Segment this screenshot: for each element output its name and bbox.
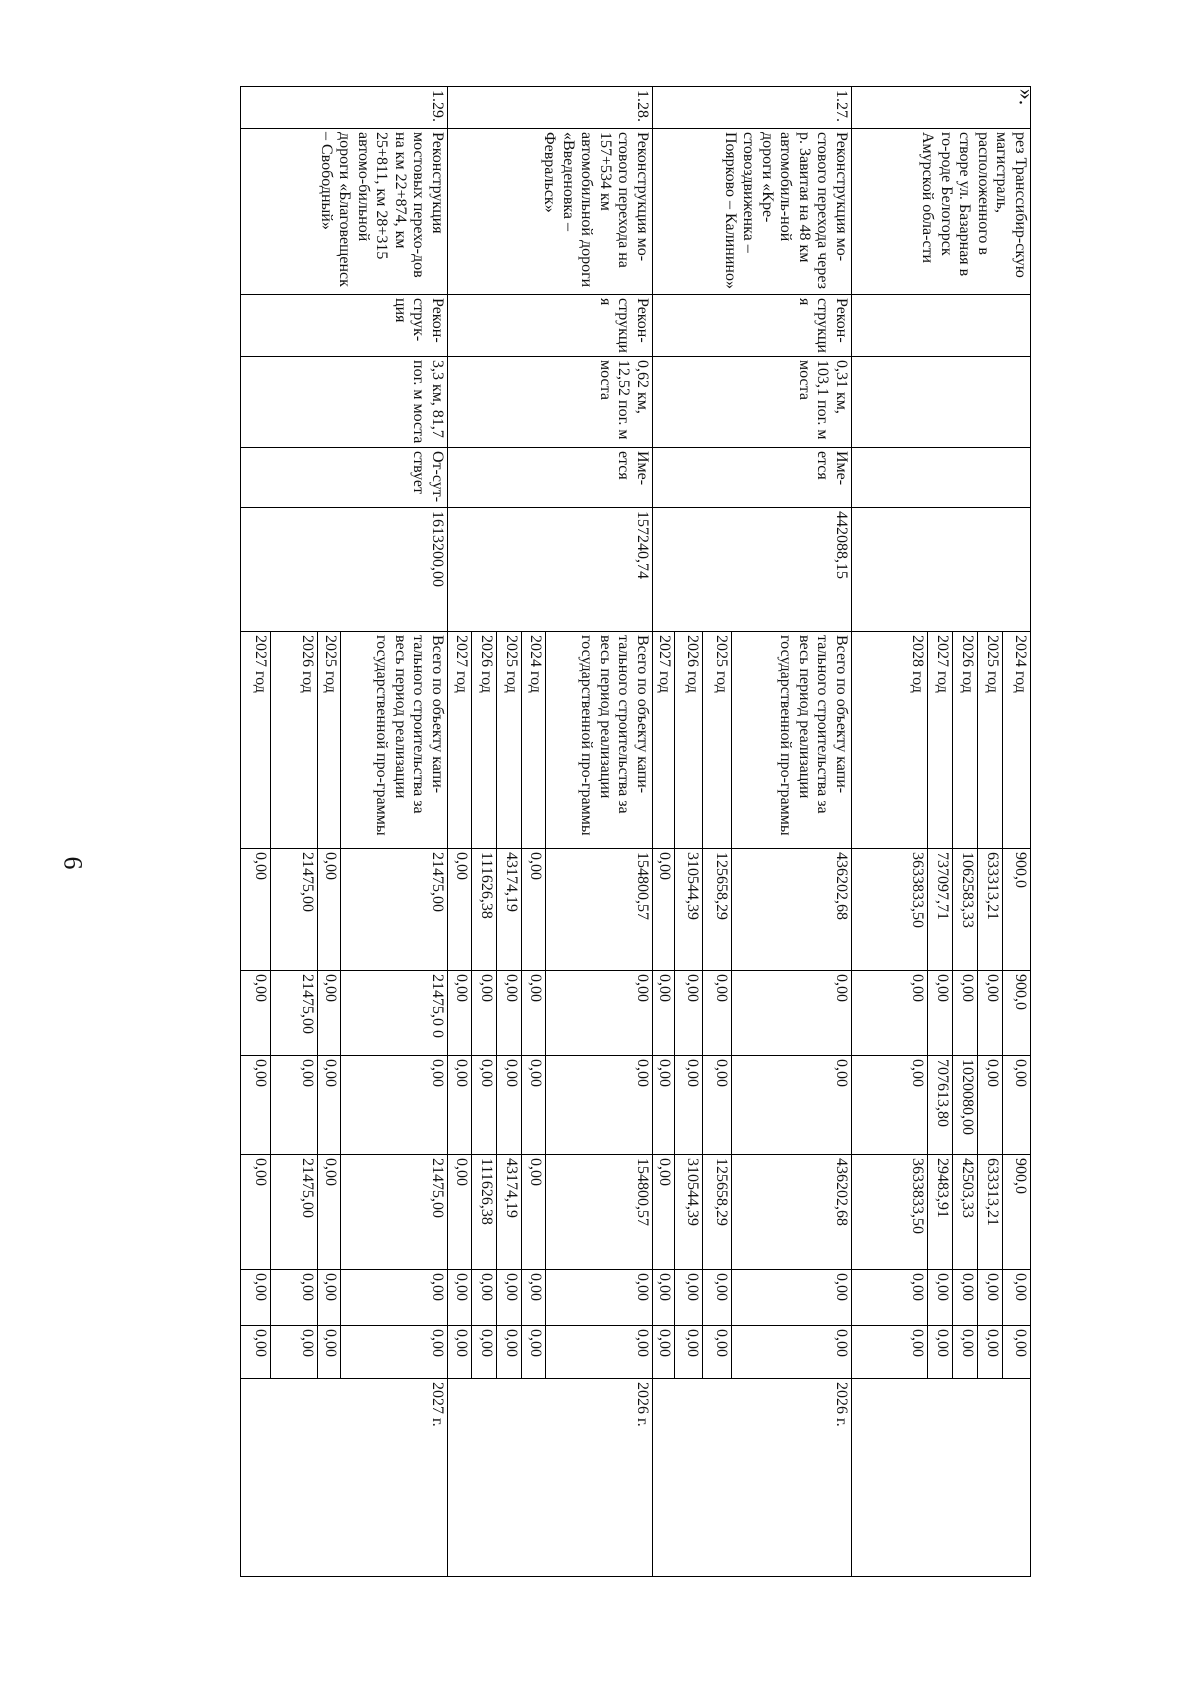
period: Всего по объекту капи-тального строительства за весь период реализации государственной про-граммы xyxy=(546,632,653,849)
federal: 0,00 xyxy=(703,971,732,1056)
completion-year: 2026 г. xyxy=(653,1379,852,1577)
federal-2: 0,00 xyxy=(522,1056,546,1155)
total: 0,00 xyxy=(448,849,472,971)
project-docs: От-сут-ствует xyxy=(241,448,448,508)
regional: 21475,00 xyxy=(341,1155,448,1270)
period: 2025 год xyxy=(497,632,522,849)
object-name: Реконструкция мостовых перехо-дов на км 22+874, км 25+811, км 28+315 автомо-бильной дороги «Благовещенск – Свободный» xyxy=(241,129,448,295)
period: Всего по объекту капи-тального строительства за весь период реализации государственной про-граммы xyxy=(732,632,852,849)
other: 0,00 xyxy=(978,1326,1003,1379)
other: 0,00 xyxy=(1003,1326,1031,1379)
local: 0,00 xyxy=(675,1270,703,1326)
local: 0,00 xyxy=(852,1270,928,1326)
federal-2: 0,00 xyxy=(978,1056,1003,1155)
capacity: 0,31 км, 103,1 пог. м моста xyxy=(653,357,852,448)
work-type: Рекон-струкция xyxy=(448,295,653,357)
total: 125658,29 xyxy=(703,849,732,971)
period: 2025 год xyxy=(703,632,732,849)
object-name: рез Транссибир-скую магистраль, расположенного в створе ул. Базарная в го-роде Белогорск Амурской обла-сти xyxy=(852,129,1031,295)
local: 0,00 xyxy=(928,1270,953,1326)
estimated-cost: 157240,74 xyxy=(448,508,653,632)
other: 0,00 xyxy=(653,1326,675,1379)
regional: 0,00 xyxy=(653,1155,675,1270)
work-type: Рекон-струк-ция xyxy=(241,295,448,357)
table-row xyxy=(341,87,448,1577)
federal-2: 0,00 xyxy=(732,1056,852,1155)
federal-2: 0,00 xyxy=(448,1056,472,1155)
period: 2027 год xyxy=(448,632,472,849)
other: 0,00 xyxy=(241,1326,271,1379)
regional: 633313,21 xyxy=(978,1155,1003,1270)
federal: 0,00 xyxy=(928,971,953,1056)
other: 0,00 xyxy=(703,1326,732,1379)
federal: 0,00 xyxy=(448,971,472,1056)
total: 900,0 xyxy=(1003,849,1031,971)
object-name: Реконструкция мо-стового перехода на 157+534 км автомобильной дороги «Введеновка – Февральск» xyxy=(448,129,653,295)
total: 21475,00 xyxy=(341,849,448,971)
regional: 436202,68 xyxy=(732,1155,852,1270)
other: 0,00 xyxy=(732,1326,852,1379)
capacity: 3,3 км, 81,7 пог. м моста xyxy=(241,357,448,448)
capacity: 0,62 км, 12,52 пог. м моста xyxy=(448,357,653,448)
period: 2025 год xyxy=(318,632,341,849)
work-type: Рекон-струкция xyxy=(653,295,852,357)
total: 0,00 xyxy=(241,849,271,971)
period: 2026 год xyxy=(675,632,703,849)
closing-mark: ». xyxy=(1014,88,1040,106)
project-docs: Име-ется xyxy=(653,448,852,508)
row-number: 1.29. xyxy=(241,87,448,129)
other: 0,00 xyxy=(448,1326,472,1379)
row-number: 1.27. xyxy=(653,87,852,129)
completion-year: 2026 г. xyxy=(448,1379,653,1577)
project-docs: Име-ется xyxy=(448,448,653,508)
local: 0,00 xyxy=(271,1270,318,1326)
federal: 0,00 xyxy=(241,971,271,1056)
local: 0,00 xyxy=(546,1270,653,1326)
total: 310544,39 xyxy=(675,849,703,971)
period: 2024 год xyxy=(522,632,546,849)
federal-2: 0,00 xyxy=(703,1056,732,1155)
local: 0,00 xyxy=(472,1270,497,1326)
total: 1062583,33 xyxy=(953,849,978,971)
federal-2: 0,00 xyxy=(271,1056,318,1155)
other: 0,00 xyxy=(953,1326,978,1379)
other: 0,00 xyxy=(546,1326,653,1379)
row-number: 1.28. xyxy=(448,87,653,129)
page-number: 6 xyxy=(58,856,88,870)
regional: 125658,29 xyxy=(703,1155,732,1270)
regional: 0,00 xyxy=(522,1155,546,1270)
completion-year xyxy=(852,1379,1031,1577)
federal: 0,00 xyxy=(497,971,522,1056)
federal: 0,00 xyxy=(978,971,1003,1056)
project-docs xyxy=(852,448,1031,508)
regional: 3633833,50 xyxy=(852,1155,928,1270)
federal-2: 0,00 xyxy=(653,1056,675,1155)
local: 0,00 xyxy=(703,1270,732,1326)
local: 0,00 xyxy=(241,1270,271,1326)
regional: 0,00 xyxy=(241,1155,271,1270)
local: 0,00 xyxy=(497,1270,522,1326)
regional: 21475,00 xyxy=(271,1155,318,1270)
federal-2: 0,00 xyxy=(1003,1056,1031,1155)
table-row xyxy=(732,87,852,1577)
regional: 42503,33 xyxy=(953,1155,978,1270)
total: 436202,68 xyxy=(732,849,852,971)
rotated-table-container xyxy=(162,86,1031,1576)
federal: 0,00 xyxy=(732,971,852,1056)
other: 0,00 xyxy=(852,1326,928,1379)
local: 0,00 xyxy=(522,1270,546,1326)
federal: 0,00 xyxy=(546,971,653,1056)
federal-2: 0,00 xyxy=(472,1056,497,1155)
local: 0,00 xyxy=(318,1270,341,1326)
local: 0,00 xyxy=(1003,1270,1031,1326)
local: 0,00 xyxy=(978,1270,1003,1326)
federal-2: 707613,80 xyxy=(928,1056,953,1155)
federal: 0,00 xyxy=(953,971,978,1056)
object-name: Реконструкция мо-стового перехода через р. Завитая на 48 км автомобиль-ной дороги «Кре-стовоздвиженка – Поярково – Калинино» xyxy=(653,129,852,295)
federal: 21475,00 xyxy=(271,971,318,1056)
period: 2027 год xyxy=(928,632,953,849)
local: 0,00 xyxy=(732,1270,852,1326)
total: 633313,21 xyxy=(978,849,1003,971)
total: 154800,57 xyxy=(546,849,653,971)
table-row xyxy=(1003,87,1031,1577)
local: 0,00 xyxy=(953,1270,978,1326)
period: 2028 год xyxy=(852,632,928,849)
federal: 0,00 xyxy=(472,971,497,1056)
budget-table xyxy=(240,86,1031,1577)
total: 0,00 xyxy=(653,849,675,971)
period: 2026 год xyxy=(953,632,978,849)
capacity xyxy=(852,357,1031,448)
total: 111626,38 xyxy=(472,849,497,971)
regional: 0,00 xyxy=(318,1155,341,1270)
federal: 0,00 xyxy=(653,971,675,1056)
total: 43174,19 xyxy=(497,849,522,971)
federal: 900,0 xyxy=(1003,971,1031,1056)
other: 0,00 xyxy=(271,1326,318,1379)
federal: 0,00 xyxy=(852,971,928,1056)
other: 0,00 xyxy=(522,1326,546,1379)
local: 0,00 xyxy=(448,1270,472,1326)
row-number xyxy=(852,87,1031,129)
period: 2027 год xyxy=(653,632,675,849)
regional: 154800,57 xyxy=(546,1155,653,1270)
federal-2: 0,00 xyxy=(497,1056,522,1155)
other: 0,00 xyxy=(675,1326,703,1379)
work-type xyxy=(852,295,1031,357)
other: 0,00 xyxy=(341,1326,448,1379)
total: 0,00 xyxy=(522,849,546,971)
other: 0,00 xyxy=(472,1326,497,1379)
period: 2024 год xyxy=(1003,632,1031,849)
regional: 111626,38 xyxy=(472,1155,497,1270)
federal-2: 1020080,00 xyxy=(953,1056,978,1155)
period: Всего по объекту капи-тального строительства за весь период реализации государственной про-граммы xyxy=(341,632,448,849)
federal: 0,00 xyxy=(318,971,341,1056)
regional: 29483,91 xyxy=(928,1155,953,1270)
regional: 43174,19 xyxy=(497,1155,522,1270)
federal-2: 0,00 xyxy=(546,1056,653,1155)
period: 2026 год xyxy=(271,632,318,849)
federal: 0,00 xyxy=(522,971,546,1056)
federal-2: 0,00 xyxy=(341,1056,448,1155)
federal-2: 0,00 xyxy=(318,1056,341,1155)
federal-2: 0,00 xyxy=(852,1056,928,1155)
other: 0,00 xyxy=(318,1326,341,1379)
other: 0,00 xyxy=(928,1326,953,1379)
regional: 310544,39 xyxy=(675,1155,703,1270)
estimated-cost: 1613200,00 xyxy=(241,508,448,632)
federal-2: 0,00 xyxy=(675,1056,703,1155)
estimated-cost: 442088,15 xyxy=(653,508,852,632)
other: 0,00 xyxy=(497,1326,522,1379)
period: 2026 год xyxy=(472,632,497,849)
total: 0,00 xyxy=(318,849,341,971)
table-row xyxy=(546,87,653,1577)
total: 737097,71 xyxy=(928,849,953,971)
federal-2: 0,00 xyxy=(241,1056,271,1155)
federal: 0,00 xyxy=(675,971,703,1056)
local: 0,00 xyxy=(341,1270,448,1326)
total: 3633833,50 xyxy=(852,849,928,971)
regional: 900,0 xyxy=(1003,1155,1031,1270)
estimated-cost xyxy=(852,508,1031,632)
federal: 21475,0 0 xyxy=(341,971,448,1056)
period: 2025 год xyxy=(978,632,1003,849)
local: 0,00 xyxy=(653,1270,675,1326)
total: 21475,00 xyxy=(271,849,318,971)
period: 2027 год xyxy=(241,632,271,849)
completion-year: 2027 г. xyxy=(241,1379,448,1577)
regional: 0,00 xyxy=(448,1155,472,1270)
